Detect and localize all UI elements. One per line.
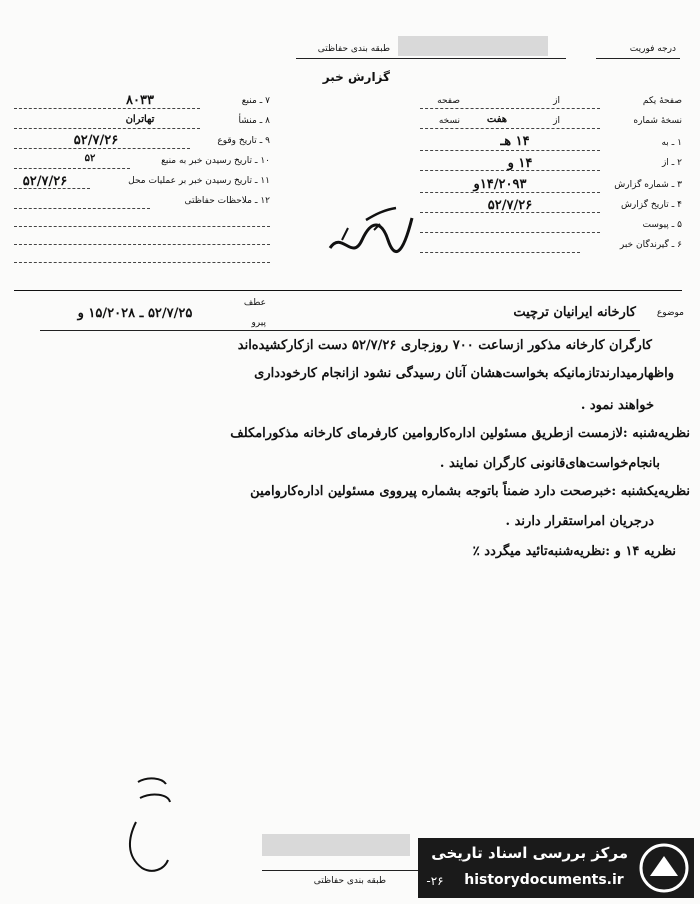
comment-line-2: بانجام‌خواست‌های‌قانونی کارگران نمایند . bbox=[439, 456, 660, 471]
field-page-label: صفحهٔ یکم bbox=[642, 96, 682, 106]
field-page-line bbox=[420, 108, 600, 109]
field-to-label: ۱ ـ به bbox=[661, 138, 682, 148]
field-recv-ops-line bbox=[14, 188, 90, 189]
evaluation-line-1: نظریه‌یکشنبه :خبرصحت دارد ضمناً باتوجه بشماره پیرووی مسئولین اداره‌کاروامین bbox=[250, 484, 690, 499]
field-source-value: ۸۰۳۳ bbox=[126, 93, 154, 108]
final-opinion: نظریه ۱۴ و :نظریه‌شنبه‌تائید میگردد ٪ bbox=[472, 544, 676, 559]
field-report-no-value: ۱۴/۲۰۹۳و bbox=[473, 177, 527, 192]
redacted-bottom-stamp bbox=[262, 834, 410, 856]
subject-reference: ۵۲/۷/۲۵ ـ ۱۵/۲۰۲۸ و bbox=[77, 306, 193, 321]
field-recv-ops-label: ۱۱ ـ تاریخ رسیدن خبر بر عملیات محل bbox=[128, 176, 270, 186]
subject-underline bbox=[40, 330, 640, 331]
field-source-label: ۷ ـ منبع bbox=[241, 96, 270, 106]
body-line-1: کارگران کارخانه مذکور ازساعت ۷۰۰ روزجاری ۵۲/۷/۲۶ دست ازکارکشیده‌اند bbox=[237, 338, 652, 353]
field-remarks-label: ۱۲ ـ ملاحظات حفاظتی bbox=[184, 196, 270, 206]
urgency-label: درجه فوریت bbox=[629, 44, 676, 54]
field-event-date-value: ۵۲/۷/۲۶ bbox=[73, 133, 119, 148]
subject-side-top: عطف bbox=[243, 298, 266, 308]
field-page-mid: از bbox=[553, 96, 560, 106]
field-remarks-line-2 bbox=[14, 226, 270, 227]
archive-logo-icon bbox=[638, 842, 690, 894]
field-recv-source-line bbox=[14, 168, 130, 169]
field-remarks-line-4 bbox=[14, 262, 270, 263]
field-origin-label: ۸ ـ منشأ bbox=[238, 116, 270, 126]
field-report-date-line bbox=[420, 212, 600, 213]
archive-watermark bbox=[418, 838, 694, 898]
field-recv-source-label: ۱۰ ـ تاریخ رسیدن خبر به منبع bbox=[161, 156, 270, 166]
handwritten-mark bbox=[118, 772, 188, 882]
field-copy-label: نسخهٔ شماره bbox=[633, 116, 682, 126]
field-event-date-line bbox=[14, 148, 190, 149]
field-copy-line bbox=[420, 128, 600, 129]
page-number: -۲۶ bbox=[426, 874, 444, 888]
field-recv-source-value: ۵۲ bbox=[84, 153, 96, 164]
field-recipients-line bbox=[420, 252, 580, 253]
field-attachment-label: ۵ ـ پیوست bbox=[642, 220, 682, 230]
field-remarks-line-3 bbox=[14, 244, 270, 245]
field-recv-ops-value: ۵۲/۷/۲۶ bbox=[22, 174, 68, 189]
field-remarks-line-1 bbox=[14, 208, 150, 209]
field-origin-value: تهاتران bbox=[125, 114, 155, 125]
comment-line-1: نظریه‌شنبه :لازمست ازطریق مسئولین اداره‌کاروامین کارفرمای کارخانه مذکورامکلف bbox=[230, 426, 690, 441]
classification-underline bbox=[296, 58, 566, 59]
subject-value: کارخانه ایرانیان ترچیت bbox=[513, 305, 636, 320]
body-line-3: خواهند نمود . bbox=[580, 398, 654, 413]
subject-side-bottom: پیرو bbox=[251, 318, 266, 328]
signature-drawing bbox=[322, 200, 422, 270]
field-from-line bbox=[420, 170, 600, 171]
field-attachment-line bbox=[420, 232, 600, 233]
field-origin-line bbox=[14, 128, 200, 129]
field-copy-mid: از bbox=[553, 116, 560, 126]
header-divider bbox=[14, 290, 682, 291]
field-copy-end: نسخه bbox=[438, 116, 460, 126]
field-from-value: ۱۴ و bbox=[507, 156, 533, 171]
watermark-site: historydocuments.ir bbox=[464, 872, 624, 888]
subject-label: موضوع bbox=[656, 308, 684, 318]
watermark-title: مرکز بررسی اسناد تاریخی bbox=[431, 844, 628, 862]
field-report-no-label: ۳ ـ شماره گزارش bbox=[614, 180, 682, 190]
field-page-end: صفحه bbox=[437, 96, 460, 106]
classification-label-top: طبقه بندی حفاظتی bbox=[317, 44, 390, 54]
field-to-line bbox=[420, 150, 600, 151]
field-copy-value: هفت bbox=[486, 114, 508, 125]
redacted-top-stamp bbox=[398, 36, 548, 56]
field-report-date-label: ۴ ـ تاریخ گزارش bbox=[620, 200, 682, 210]
field-report-no-line bbox=[420, 192, 600, 193]
body-line-2: واظهارمیدارندتازمانیکه بخواست‌هشان آنان رسیدگی نشود ازانجام کارخودداری bbox=[254, 366, 674, 381]
field-recipients-label: ۶ ـ گیرندگان خبر bbox=[619, 240, 682, 250]
report-title: گزارش خبر bbox=[322, 70, 390, 84]
field-from-label: ۲ ـ از bbox=[661, 158, 682, 168]
field-report-date-value: ۵۲/۷/۲۶ bbox=[487, 198, 533, 213]
field-event-date-label: ۹ ـ تاریخ وقوع bbox=[217, 136, 270, 146]
field-source-line bbox=[14, 108, 200, 109]
field-to-value: ۱۴ هـ bbox=[500, 134, 530, 149]
classification-label-bottom: طبقه بندی حفاظتی bbox=[313, 876, 386, 886]
evaluation-line-2: درجریان امراستقرار دارند . bbox=[505, 514, 654, 529]
urgency-underline bbox=[596, 58, 680, 59]
